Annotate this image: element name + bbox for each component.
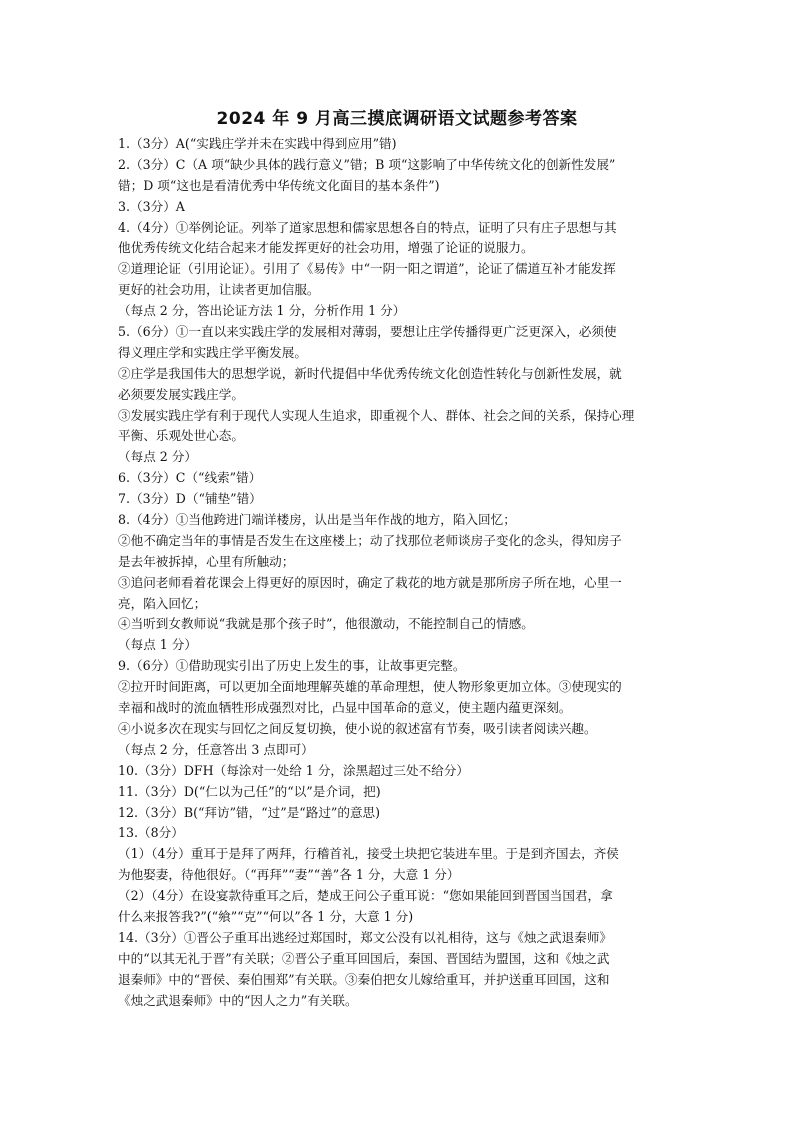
answer-line: 9.（6分）①借助现实引出了历史上发生的事，让故事更完整。 bbox=[118, 658, 466, 674]
answer-line: 他优秀传统文化结合起来才能发挥更好的社会功用，增强了论证的说服力。 bbox=[118, 240, 534, 256]
answer-line: ②道理论证（引用论证）。引用了《易传》中“一阴一阳之谓道”，论证了儒道互补才能发挥 bbox=[118, 261, 616, 277]
answer-line: 2.（3分）C（A 项“缺少具体的践行意义”错；B 项“这影响了中华传统文化的创新性发展” bbox=[118, 156, 616, 172]
answer-line: （每点 2 分） bbox=[118, 449, 197, 465]
answer-line: （每点 2 分，任意答出 3 点即可） bbox=[118, 741, 314, 757]
answer-line: ②拉开时间距离，可以更加全面地理解英雄的革命理想，使人物形象更加立体。③使现实的 bbox=[118, 679, 622, 695]
answer-line: 8.（4分）①当他跨进门端详楼房，认出是当年作战的地方，陷入回忆； bbox=[118, 512, 516, 528]
answer-line: 必须要发展实践庄学。 bbox=[118, 386, 244, 402]
answer-line: ②庄学是我国伟大的思想学说，新时代提倡中华优秀传统文化创造性转化与创新性发展，就 bbox=[118, 365, 622, 381]
answer-line: 11.（3分）D(“仁以为己任”的“以”是介词，把) bbox=[118, 783, 381, 799]
answer-line: 13.（8分） bbox=[118, 825, 184, 841]
answer-line: 12.（3分）B(“拜访”错，“过”是“路过”的意思) bbox=[118, 804, 381, 820]
answer-line: （1）（4分）重耳于是拜了两拜，行稽首礼，接受土块把它装进车里。于是到齐国去，齐侯 bbox=[118, 846, 619, 862]
answer-line: 5.（6分）①一直以来实践庄学的发展相对薄弱，要想让庄学传播得更广泛更深入，必须使 bbox=[118, 324, 617, 340]
answer-line: 《烛之武退秦师》中的“因人之力”有关联。 bbox=[118, 992, 358, 1008]
answer-line: 幸福和战时的流血牺牲形成强烈对比，凸显中国革命的意义，使主题内蕴更深刻。 bbox=[118, 700, 572, 716]
answer-line: （2）（4分）在设宴款待重耳之后，楚成王问公子重耳说：“您如果能回到晋国当国君，拿 bbox=[118, 888, 613, 904]
answer-line: 为他娶妻，待他很好。（“再拜”“妻”“善”各 1 分，大意 1 分） bbox=[118, 867, 460, 883]
answer-content bbox=[118, 134, 678, 1011]
answer-line: （每点 1 分） bbox=[118, 637, 197, 653]
answer-line: 4.（4分）①举例论证。列举了道家思想和儒家思想各自的特点，证明了只有庄子思想与其 bbox=[118, 219, 617, 235]
page-title: 2024 年 9 月高三摸底调研语文试题参考答案 bbox=[216, 109, 578, 129]
answer-line: 错；D 项“这也是看清优秀中华传统文化面目的基本条件”) bbox=[118, 177, 440, 193]
answer-line: 10.（3分）DFH（每涂对一处给 1 分，涂黑超过三处不给分） bbox=[118, 762, 469, 778]
answer-line: 亮，陷入回忆； bbox=[118, 595, 207, 611]
answer-line: 7.（3分）D（“铺垫”错） bbox=[118, 491, 262, 507]
answer-line: 更好的社会功用，让读者更加信服。 bbox=[118, 282, 320, 298]
answer-line: （每点 2 分，答出论证方法 1 分，分析作用 1 分） bbox=[118, 303, 406, 319]
answer-line: ②他不确定当年的事情是否发生在这座楼上；动了找那位老师谈房子变化的念头，得知房子 bbox=[118, 532, 622, 548]
answer-line: 中的“以其无礼于晋”有关联；②晋公子重耳回国后，秦国、晋国结为盟国，这和《烛之武 bbox=[118, 950, 610, 966]
answer-line: 什么来报答我?”(“飨”“克”“何以”各 1 分，大意 1 分) bbox=[118, 908, 414, 924]
answer-line: 是去年被拆掉，心里有所触动； bbox=[118, 553, 295, 569]
answer-line: 6.（3分）C（“线索”错） bbox=[118, 470, 262, 486]
answer-line: 退秦师》中的“晋侯、秦伯围郑”有关联。③秦伯把女儿嫁给重耳，并护送重耳回国，这和 bbox=[118, 971, 610, 987]
answer-line: 3.（3分）A bbox=[118, 198, 185, 214]
answer-line: ③追问老师看着花课会上得更好的原因时，确定了栽花的地方就是那所房子所在地，心里一 bbox=[118, 574, 622, 590]
answer-line: ④小说多次在现实与回忆之间反复切换，使小说的叙述富有节奏，吸引读者阅读兴趣。 bbox=[118, 720, 597, 736]
answer-line: ③发展实践庄学有利于现代人实现人生追求，即重视个人、群体、社会之间的关系，保持心理 bbox=[118, 407, 635, 423]
answer-line: 得义理庄学和实践庄学平衡发展。 bbox=[118, 344, 307, 360]
answer-line: 1.（3分）A(“实践庄学并未在实践中得到应用”错) bbox=[118, 136, 397, 151]
answer-line: 14.（3分）①晋公子重耳出逃经过郑国时，郑文公没有以礼相待，这与《烛之武退秦师》 bbox=[118, 929, 613, 945]
answer-line: 平衡、乐观处世心态。 bbox=[118, 428, 244, 444]
answer-line: ④当听到女教师说“我就是那个孩子时”，他很激动，不能控制自己的情感。 bbox=[118, 616, 534, 632]
